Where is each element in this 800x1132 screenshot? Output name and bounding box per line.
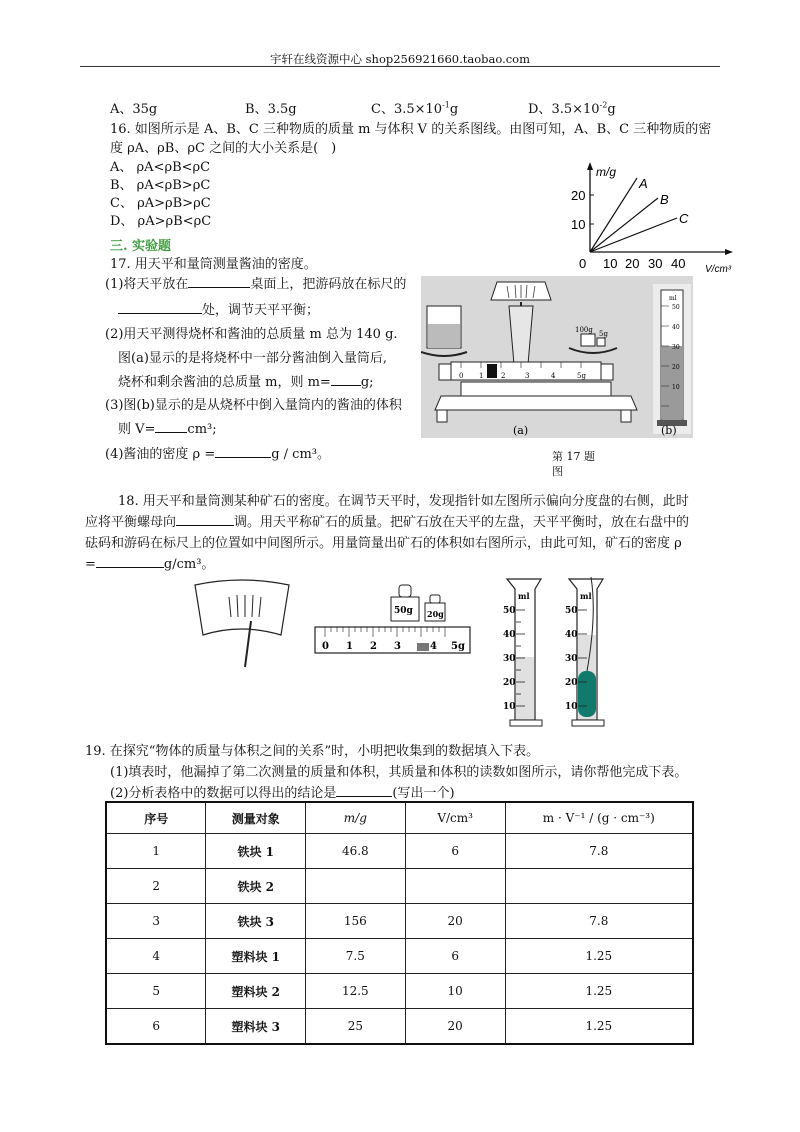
q16-stem-line2: 度 ρA、ρB、ρC 之间的大小关系是( ) <box>110 141 337 156</box>
section-title: 三. 实验题 <box>110 239 172 254</box>
svg-text:3: 3 <box>394 641 401 652</box>
q17-caption-2: 图 <box>552 465 563 478</box>
svg-text:1: 1 <box>479 372 484 380</box>
svg-text:50: 50 <box>672 304 680 311</box>
table-row: 4 塑料块 1 7.5 6 1.25 <box>106 939 693 974</box>
answer-blank <box>118 313 202 314</box>
svg-text:40: 40 <box>565 630 578 640</box>
page-header: 宇轩在线资源中心 shop256921660.taobao.com <box>269 52 531 66</box>
q16-mass-volume-graph <box>565 160 745 275</box>
table-row: 3 铁块 3 156 20 7.8 <box>106 904 693 939</box>
svg-text:30: 30 <box>565 654 578 664</box>
q18-line2: 应将平衡螺母向 调。用天平称矿石的质量。把矿石放在天平的左盘，天平平衡时，放在右盘中的 <box>85 515 690 530</box>
svg-text:3: 3 <box>525 372 530 380</box>
svg-text:5g: 5g <box>577 372 586 380</box>
col-header: m · V⁻¹ / (g · cm⁻³) <box>505 802 693 834</box>
answer-blank <box>336 796 392 797</box>
fig-a-label: (a) <box>513 424 529 437</box>
graph-x-tick: 0 <box>579 256 587 271</box>
q17-part2-line2: 图(a)显示的是将烧杯中一部分酱油倒入量筒后, <box>118 351 388 366</box>
q15-option-d: D、$3.5\times 10^{-2}g$ <box>528 100 616 117</box>
svg-text:4: 4 <box>551 372 556 380</box>
svg-text:100g: 100g <box>575 326 593 334</box>
table-header-row <box>106 802 693 834</box>
svg-text:ml: ml <box>669 295 677 302</box>
q15-option-a: A、35g <box>110 102 158 117</box>
col-header: 测量对象 <box>206 802 305 834</box>
graph-x-tick: 10 <box>603 256 618 271</box>
q17-part2-line3: 烧杯和剩余酱油的总质量 m，则 m= g; <box>118 375 374 390</box>
balance-dial <box>195 580 289 667</box>
table-row: 2 铁块 2 <box>106 869 693 904</box>
q17-caption: 第 17 题 <box>552 450 595 463</box>
svg-text:ml: ml <box>580 591 592 601</box>
svg-text:10: 10 <box>565 702 578 712</box>
graph-y-label: m/g <box>596 165 617 179</box>
svg-text:10: 10 <box>503 702 516 712</box>
answer-blank <box>155 432 187 433</box>
svg-text:ml: ml <box>518 591 530 601</box>
answer-blank <box>215 457 271 458</box>
line-b <box>590 198 658 252</box>
svg-text:50: 50 <box>503 606 516 616</box>
answer-blank <box>96 567 164 568</box>
q18-line4: = g/cm³。 <box>85 557 215 572</box>
line-label-b: B <box>660 192 669 207</box>
weight-20g: 20g <box>427 609 444 619</box>
q15-option-c: C、$3.5\times 10^{-1}g$ <box>371 100 459 117</box>
svg-text:30: 30 <box>503 654 516 664</box>
graph-x-tick: 30 <box>648 256 663 271</box>
q17-part3-line2: 则 V= cm³; <box>118 422 217 437</box>
header-divider <box>80 66 720 67</box>
svg-text:20: 20 <box>672 364 680 371</box>
svg-text:0: 0 <box>322 641 329 652</box>
q17-stem: 17. 用天平和量筒测量酱油的密度。 <box>110 257 317 272</box>
table-row: 5 塑料块 2 12.5 10 1.25 <box>106 974 693 1009</box>
col-header: m/g <box>305 802 405 834</box>
answer-blank <box>176 525 234 526</box>
svg-text:40: 40 <box>503 630 516 640</box>
weight-50g: 50g <box>394 606 413 616</box>
answer-blank <box>331 385 361 386</box>
graph-x-label: V/cm³ <box>705 264 732 275</box>
svg-text:5g: 5g <box>451 641 465 652</box>
answer-blank <box>188 287 250 288</box>
line-c <box>590 218 677 252</box>
q17-part1-cont: 处，调节天平平衡； <box>118 299 319 318</box>
q16-stem-line1: 16. 如图所示是 A、B、C 三种物质的质量 m 与体积 V 的关系图线。由图可知，A、B、C 三种物质的密 <box>110 122 712 137</box>
graph-y-tick: 10 <box>571 217 586 232</box>
svg-text:2: 2 <box>370 641 377 652</box>
table-row: 1 铁块 1 46.8 6 7.8 <box>106 834 693 869</box>
q17-part4: (4)酱油的密度 ρ = g / cm³。 <box>105 447 331 462</box>
svg-text:10: 10 <box>672 384 680 391</box>
svg-text:40: 40 <box>672 324 680 331</box>
col-header: V/cm³ <box>405 802 505 834</box>
line-label-a: A <box>639 176 648 191</box>
q16-option-d: D、 ρA>ρB<ρC <box>110 214 212 229</box>
q18-line3: 砝码和游码在标尺上的位置如中间图所示。用量筒量出矿石的体积如右图所示，由此可知，矿石的密度 ρ <box>85 536 682 551</box>
q17-part3: (3)图(b)显示的是从烧杯中倒入量筒内的酱油的体积 <box>105 398 402 413</box>
q16-option-c: C、 ρA>ρB>ρC <box>110 196 211 211</box>
svg-text:20: 20 <box>503 678 516 688</box>
q19-data-table <box>105 801 694 1045</box>
q16-option-a: A、 ρA<ρB<ρC <box>110 160 211 175</box>
col-header: 序号 <box>106 802 206 834</box>
fig-b-label: (b) <box>661 424 677 437</box>
q16-option-b: B、 ρA<ρB>ρC <box>110 178 211 193</box>
cylinder-before <box>503 579 542 726</box>
q15-option-b: B、3.5g <box>245 102 297 117</box>
line-a <box>590 178 637 252</box>
q17-part2: (2)用天平测得烧杯和酱油的总质量 m 总为 140 g. <box>105 327 398 342</box>
q19-line3: (2)分析表格中的数据可以得出的结论是 (写出一个) <box>110 786 455 801</box>
q17-balance-figure <box>421 276 693 438</box>
svg-text:5g: 5g <box>599 330 608 338</box>
svg-text:50: 50 <box>565 606 578 616</box>
q18-line1: 18. 用天平和量筒测某种矿石的密度。在调节天平时，发现指针如左图所示偏向分度盘的右侧，此时 <box>118 494 689 509</box>
q19-line1: 19. 在探究“物体的质量与体积之间的关系”时，小明把收集到的数据填入下表。 <box>85 744 540 759</box>
cylinder-after <box>565 577 604 726</box>
graph-y-tick: 20 <box>571 188 586 203</box>
svg-text:0: 0 <box>459 372 464 380</box>
q17-part1: (1)将天平放在 桌面上，把游码放在标尺的 <box>105 277 407 292</box>
svg-text:4: 4 <box>430 641 437 652</box>
svg-text:1: 1 <box>346 641 353 652</box>
graph-x-tick: 40 <box>671 256 686 271</box>
svg-text:2: 2 <box>501 372 506 380</box>
graph-x-tick: 20 <box>625 256 640 271</box>
svg-text:30: 30 <box>672 344 680 351</box>
q18-figures <box>185 575 695 730</box>
q19-line2: (1)填表时，他漏掉了第二次测量的质量和体积，其质量和体积的读数如图所示，请你帮他完成下表。 <box>110 765 688 780</box>
line-label-c: C <box>679 211 689 226</box>
table-row: 6 塑料块 3 25 20 1.25 <box>106 1009 693 1045</box>
svg-text:20: 20 <box>565 678 578 688</box>
